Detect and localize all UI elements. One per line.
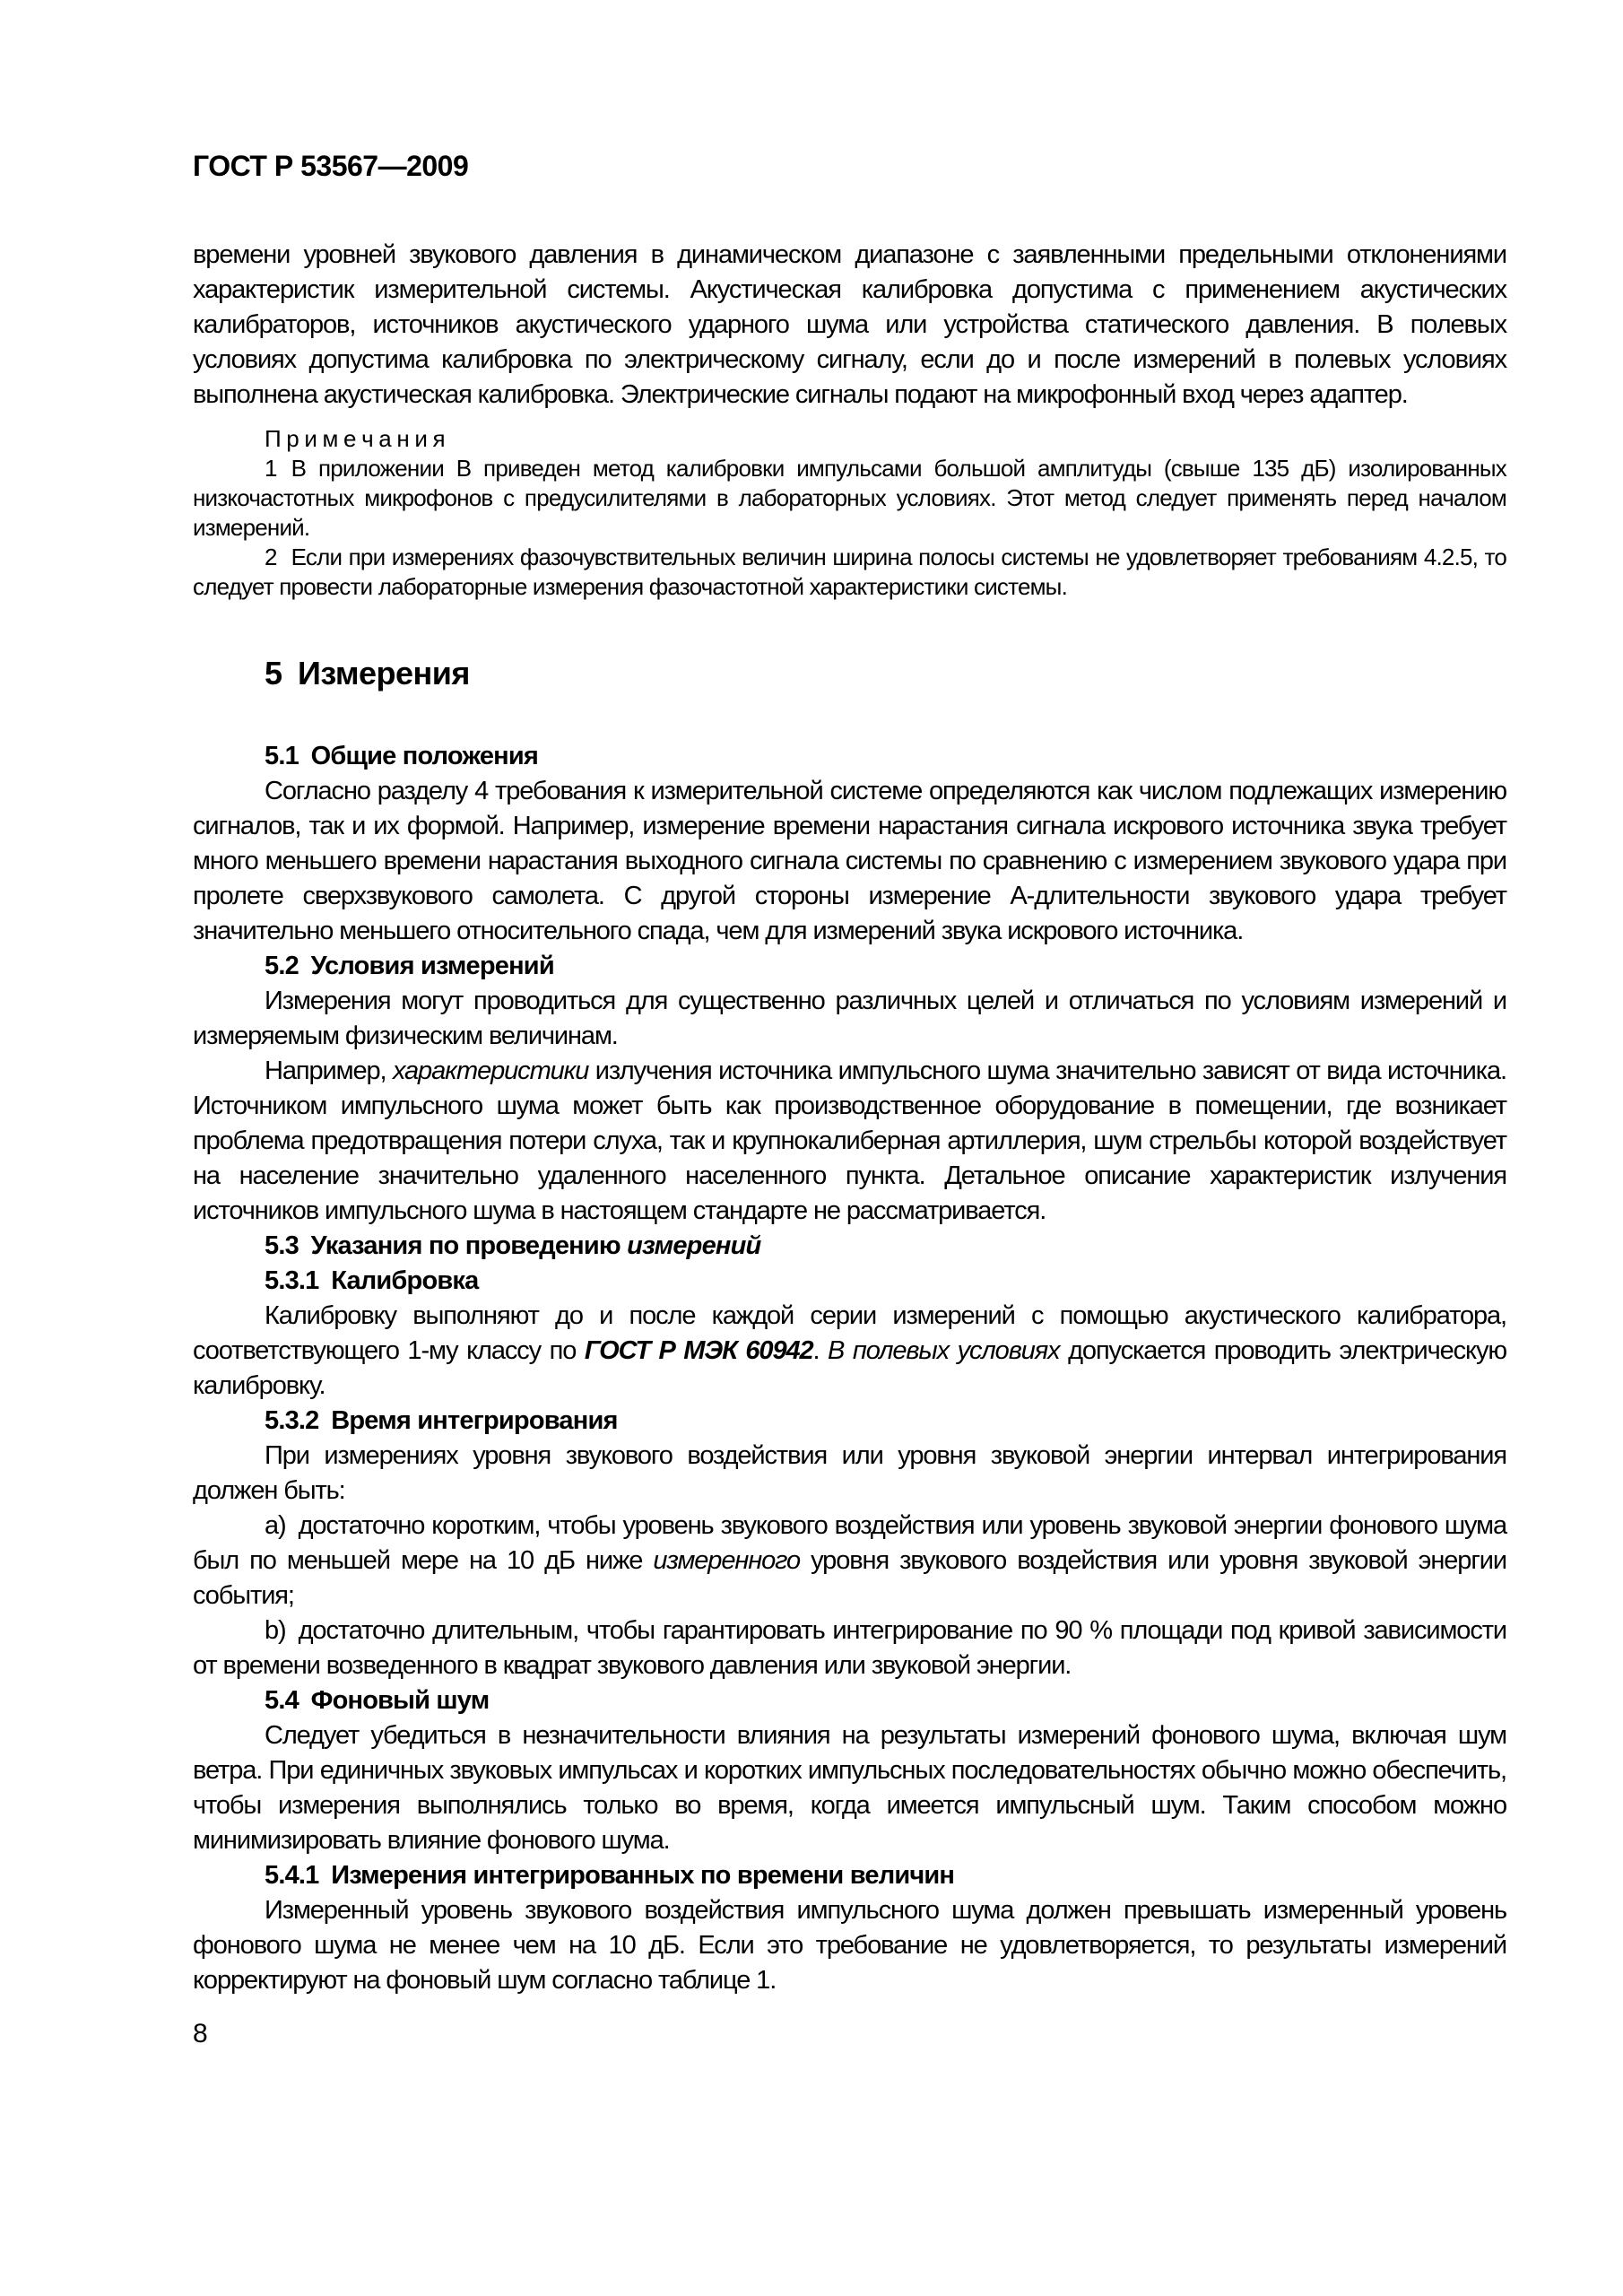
section-5-4-1-paragraph: Измеренный уровень звукового воздействия импульсного шума должен превышать измеренный уровень фонового шума не менее чем на 10 дБ. Если это требование не удовлетворяется, то результаты измерений корректируют на фоновый шум согласно таблице 1. xyxy=(193,1896,1506,1995)
text-run: Например, xyxy=(265,1057,393,1085)
note-number: 1 xyxy=(265,455,277,482)
italic-run: характеристики xyxy=(392,1057,589,1085)
text-run: излучения источника импульсного шума значительно зависят от вида источника. Источником импульсного шума может быть как производственное оборудование в помещении, где возникает проблема предотвращения потери слуха, так и крупнокалиберная артиллерия, шум стрельбы которой воздействует на население значительно удаленного населенного пункта. Детальное описание характеристик излучения источников импульсного шума в настоящем стандарте не рассматривается. xyxy=(193,1057,1506,1225)
italic-run: измеренного xyxy=(653,1546,801,1575)
note-number: 2 xyxy=(265,544,277,570)
notes-label: П р и м е ч а н и я xyxy=(265,425,445,452)
italic-run: В полевых условиях xyxy=(828,1336,1060,1365)
page-number: 8 xyxy=(193,2019,208,2048)
text-run: достаточно длительным, чтобы гарантировать интегрирование по 90 % площади под кривой зависимости от времени возведенного в квадрат звукового давления или звуковой энергии. xyxy=(193,1616,1506,1680)
section-5-1-paragraph: Согласно разделу 4 требования к измерительной системе определяются как числом подлежащих измерению сигналов, так и их формой. Например, измерение времени нарастания сигнала искрового источника звука требует много меньшего времени нарастания выходного сигнала системы по сравнению с измерением звукового удара при пролете сверхзвукового самолета. С другой стороны измерение А-длительности звукового удара требует значительно меньшего относительного спада, чем для измерений звука искрового источника. xyxy=(193,777,1506,945)
heading-run: 5.3 Указания по проведению xyxy=(265,1231,628,1260)
section-5-4-paragraph: Следует убедиться в незначительности влияния на результаты измерений фонового шума, включая шум ветра. При единичных звуковых импульсах и коротких импульсных последовательностях обычно можно обеспечить, чтобы измерения выполнялись только во время, когда имеется импульсный шум. Таким способом можно минимизировать влияние фонового шума. xyxy=(193,1721,1506,1855)
text-run: уровня звукового воздействия или уровня звуковой энергии события; xyxy=(193,1546,1506,1610)
notes-block xyxy=(193,424,1506,602)
section-5-3-2-paragraph: При измерениях уровня звукового воздействия или уровня звуковой энергии интервал интегрирования должен быть: xyxy=(193,1441,1506,1505)
text-run: . xyxy=(812,1336,829,1365)
section-5-4-heading: 5.4 Фоновый шум xyxy=(265,1686,490,1715)
list-marker-a: a) xyxy=(265,1511,286,1540)
standard-reference: ГОСТ Р МЭК 60942 xyxy=(584,1336,813,1365)
section-5-4-1-heading: 5.4.1 Измерения интегрированных по времени величин xyxy=(265,1861,955,1890)
intro-paragraph: времени уровней звукового давления в динамическом диапазоне с заявленными предельными отклонениями характеристик измерительной системы. Акустическая калибровка допустима с применением акустических калибраторов, источников акустического ударного шума или устройства статического давления. В полевых условиях допустима калибровка по электрическому сигналу, если до и после измерений в полевых условиях выполнена акустическая калибровка. Электрические сигналы подают на микрофонный вход через адаптер. xyxy=(193,240,1506,409)
list-item-a xyxy=(193,1509,1506,1613)
section-5-3-2-heading: 5.3.2 Время интегрирования xyxy=(265,1406,618,1435)
note-item-2 xyxy=(193,543,1506,602)
section-5-3-1-heading: 5.3.1 Калибровка xyxy=(265,1266,479,1295)
text-run: допускается проводить электрическую калибровку. xyxy=(193,1336,1506,1400)
section-5-3-1-paragraph xyxy=(193,1299,1506,1404)
note-text: Если при измерениях фазочувствительных величин ширина полосы системы не удовлетворяет требованиям 4.2.5, то следует провести лабораторные измерения фазочастотной характеристики системы. xyxy=(193,544,1506,600)
section-5-2-paragraph-1: Измерения могут проводиться для существенно различных целей и отличаться по условиям измерений и измеряемым физическим величинам. xyxy=(193,987,1506,1050)
section-5-2-heading: 5.2 Условия измерений xyxy=(265,952,554,980)
heading-italic-run: измерений xyxy=(627,1231,761,1260)
text-run: Калибровку выполняют до и после каждой серии измерений с помощью акустического калибратора, соответствующего 1-му классу по xyxy=(193,1301,1506,1365)
section-5-heading: 5 Измерения xyxy=(265,655,470,691)
list-item-b xyxy=(193,1613,1506,1683)
note-item-1 xyxy=(193,454,1506,543)
text-run: достаточно коротким, чтобы уровень звукового воздействия или уровень звуковой энергии фонового шума был по меньшей мере на 10 дБ ниже xyxy=(193,1511,1506,1575)
section-5-3-heading xyxy=(193,1229,1506,1264)
note-text: В приложении В приведен метод калибровки импульсами большой амплитуды (свыше 135 дБ) изолированных низкочастотных микрофонов с предусилителями в лабораторных условиях. Этот метод следует применять перед началом измерений. xyxy=(193,455,1506,541)
section-5-1-heading: 5.1 Общие положения xyxy=(265,742,539,770)
list-marker-b: b) xyxy=(265,1616,286,1645)
document-number-header: ГОСТ Р 53567—2009 xyxy=(193,150,469,182)
section-5-2-paragraph-2 xyxy=(193,1054,1506,1229)
